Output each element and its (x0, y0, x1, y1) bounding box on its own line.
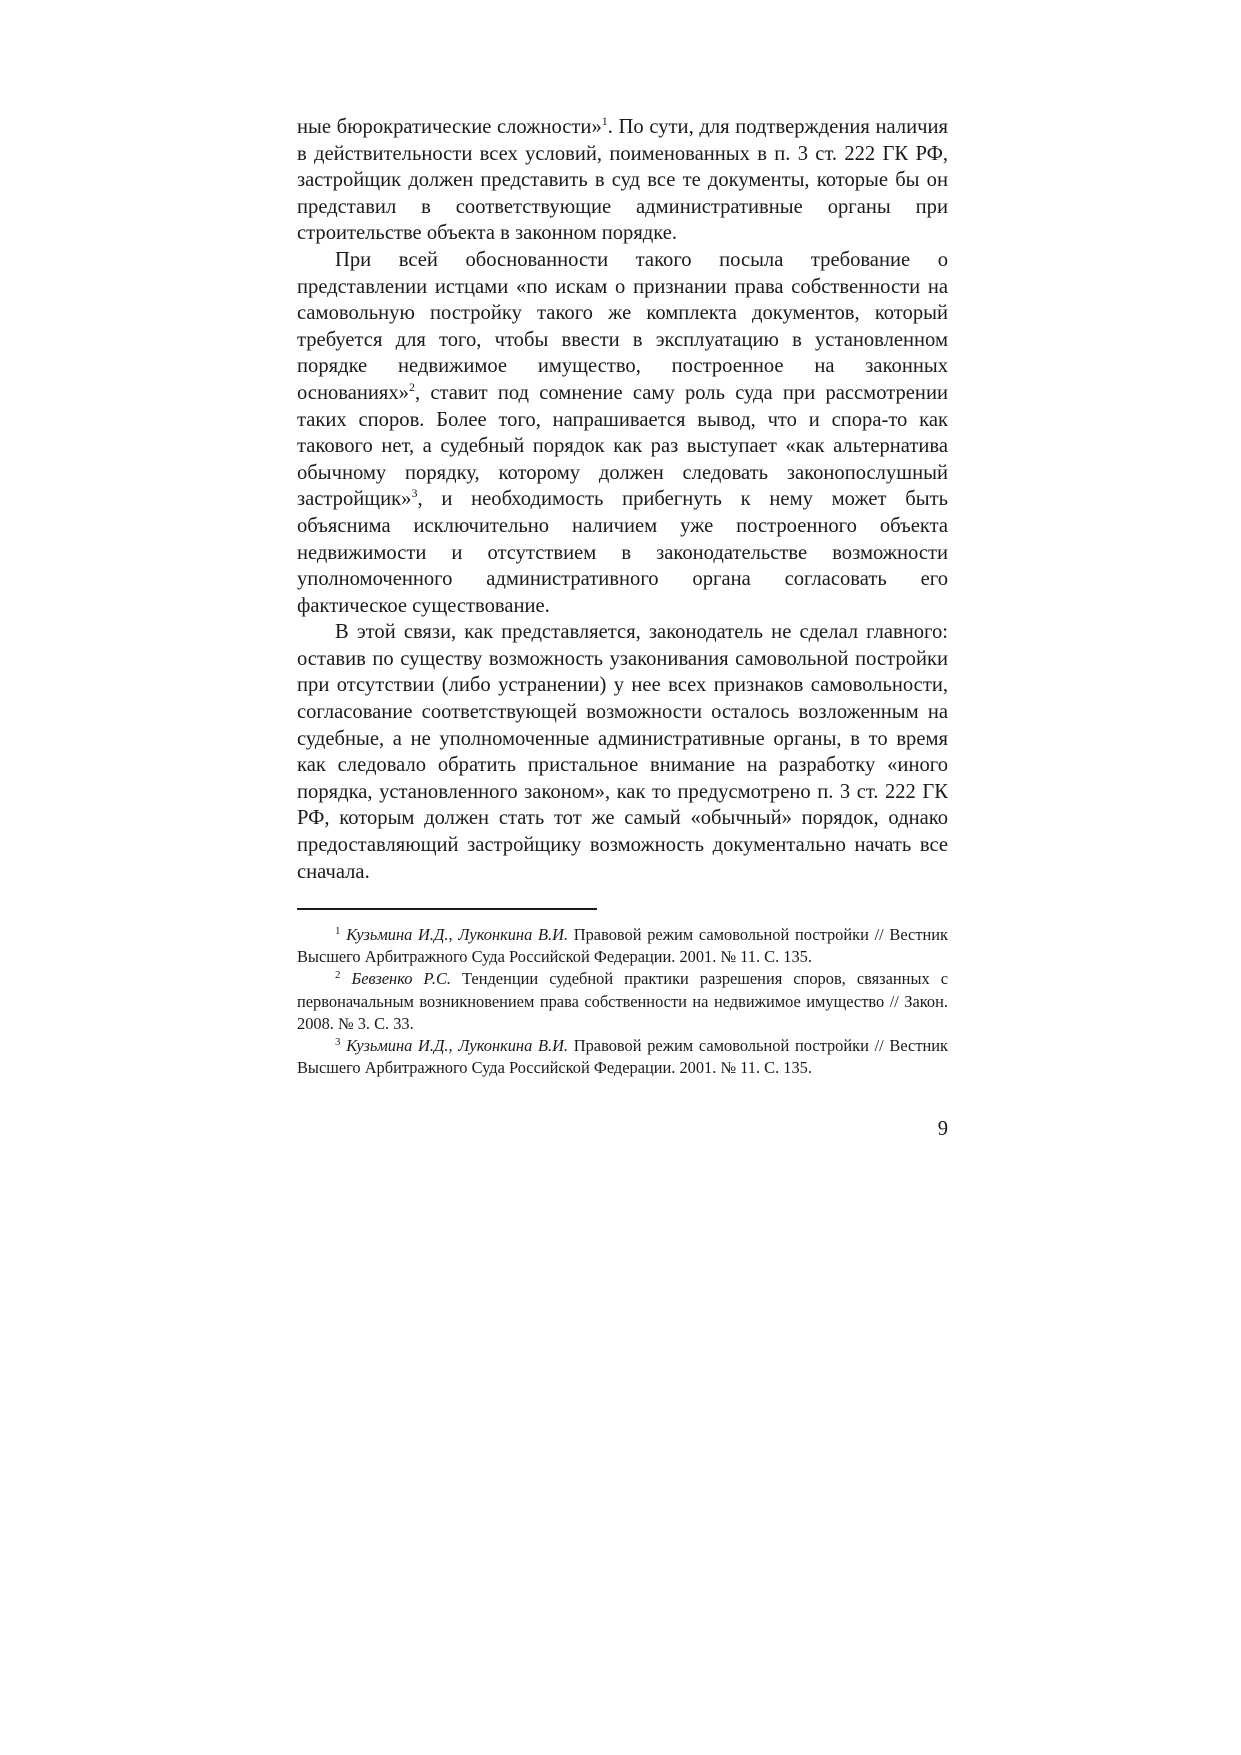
footnote-3-number: 3 (335, 1036, 341, 1049)
footnote-ref-2: 2 (408, 379, 415, 394)
footnote-3 (297, 1035, 948, 1079)
footnote-1-number: 1 (335, 925, 341, 937)
page-number: 9 (937, 1118, 948, 1140)
footnote-1-text: Правовой режим самовольной постройки // Вестник Высшего Арбитражного Суда Российской Федерации. 2001. № 11. С. 135. (297, 925, 948, 967)
footnote-1 (297, 924, 948, 968)
paragraph-2-part-b: , ставит под сомнение саму роль суда при рассмотрении таких споров. Более того, напрашивается вывод, что и спора-то как такового нет, а судебный порядок как раз выступает «как альтернатива обычному порядку, которому должен следовать законопослушный застройщик» (297, 381, 948, 511)
footnote-2-number: 2 (335, 969, 341, 982)
footnote-2-authors: Бевзенко Р.С. (351, 969, 451, 989)
footnote-ref-3: 3 (411, 486, 418, 501)
footnote-ref-1: 1 (601, 114, 608, 128)
body-text (297, 114, 948, 885)
paragraph-1-end: . По сути, для подтверждения наличия в действительности всех условий, поименованных в п. 3 ст. 222 ГК РФ, застройщик должен представить в суд все те документы, которые бы он представил в соответствующие административные органы при строительстве объекта в законном порядке. (297, 116, 949, 245)
footnote-2-text: Тенденции судебной практики разрешения споров, связанных с первоначальным возникновением права собственности на недвижимое имущество // Закон. 2008. № 3. С. 33. (297, 969, 948, 1033)
paragraph-1-start: ные бюрократические сложности» (297, 116, 602, 138)
paragraph-2-part-c: , и необходимость прибегнуть к нему может быть объяснима исключительно наличием уже построенного объекта недвижимости и отсутствием в законодательстве возможности уполномоченного административного органа согласовать его фактическое существование. (297, 488, 948, 617)
footnote-2 (297, 968, 948, 1035)
paragraph-1 (297, 114, 948, 247)
footnote-3-authors: Кузьмина И.Д., Луконкина В.И. (346, 1036, 569, 1056)
footnote-separator (297, 908, 597, 910)
paragraph-2-part-a: При всей обоснованности такого посыла требование о представлении истцами «по искам о признании права собственности на самовольную постройку такого же комплекта документов, который требуется для того, чтобы ввести в эксплуатацию в установленном порядке недвижимое имущество, построенное на законных основаниях» (297, 248, 948, 404)
footnote-3-text: Правовой режим самовольной постройки // Вестник Высшего Арбитражного Суда Российской Федерации. 2001. № 11. С. 135. (297, 1036, 948, 1078)
paragraph-3: В этой связи, как представляется, законодатель не сделал главного: оставив по существу возможность узаконивания самовольной постройки при отсутствии (либо устранении) у нее всех признаков самовольности, согласование соответствующей возможности осталось возложенным на судебные, а не уполномоченные административные органы, в то время как следовало обратить пристальное внимание на разработку «иного порядка, установленного законом», как то предусмотрено п. 3 ст. 222 ГК РФ, которым должен стать тот же самый «обычный» порядок, однако предоставляющий застройщику возможность документально начать все сначала. (297, 621, 948, 883)
footnotes (297, 924, 948, 1079)
footnote-1-authors: Кузьмина И.Д., Луконкина В.И. (346, 925, 569, 944)
paragraph-2 (297, 247, 948, 619)
